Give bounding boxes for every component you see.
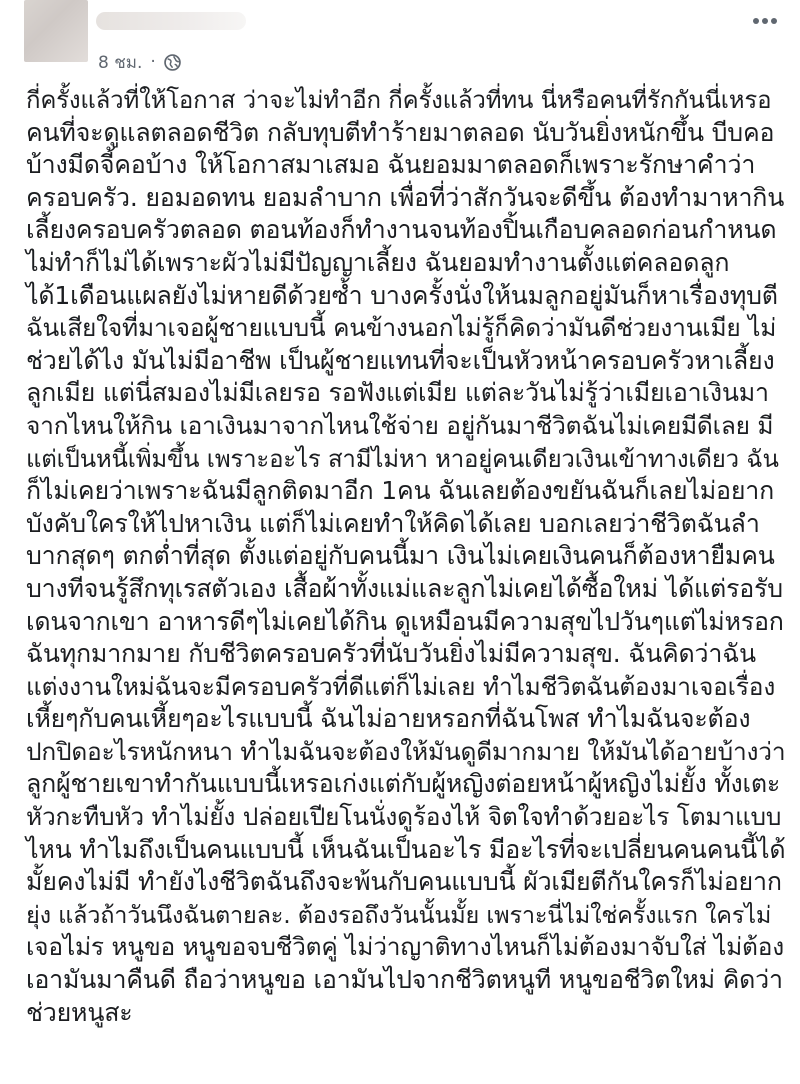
post-text-line: เจอไม่ร หนูขอ หนูขอจบชีวิตคู่ ไม่ว่าญาติทางไหนก็ไม่ต้องมาจับใส่ ไม่ต้อง xyxy=(26,932,785,962)
post-text-line: ยุ่ง แล้วถ้าวันนึงฉันตายละ. ต้องรอถึงวันนั้นมั้ย เพราะนี่ไม่ใช่ครั้งแรก ใครไม่ xyxy=(26,900,772,929)
post-text-line: มั้ยคงไม่มี ทำยังไงชีวิตฉันถึงจะพ้นกับคนแบบนี้ ผัวเมียตีกันใครก็ไม่อยาก xyxy=(26,867,782,897)
post-text-line: บางทีจนรู้สึกทุเรสตัวเอง เสื้อผ้าทั้งแม่และลูกไม่เคยได้ซื้อใหม่ ได้แต่รอรับ xyxy=(26,573,783,603)
post-text-line: ไม่ทำก็ไม่ได้เพราะผัวไม่มีปัญญาเลี้ยง ฉันยอมทำงานตั้งแต่คลอดลูก xyxy=(26,247,730,277)
post-text-line: ไหน ทำไมถึงเป็นคนแบบนี้ เห็นฉันเป็นอะไร มีอะไรที่จะเปลี่ยนคนคนนี้ได้ xyxy=(26,834,786,864)
post-text-line: บากสุดๆ ตกต่ำที่สุด ตั้งแต่อยู่กับคนนี้มา เงินไม่เคยเงินคนก็ต้องหายืมคน xyxy=(26,541,775,571)
post-text-line: ฉันเสียใจที่มาเจอผู้ชายแบบนี้ คนข้างนอกไม่รู้ก็คิดว่ามันดีช่วยงานเมีย ไม่ xyxy=(26,313,777,343)
post-text-line: หัวกะทืบหัว ทำไม่ยั้ง ปล่อยเปียโนนั่งดูร้องไห้ จิตใจทำด้วยอะไร โตมาแบบ xyxy=(26,802,782,832)
post-text-line: แต่งงานใหม่ฉันจะมีครอบครัวที่ดีแต่ก็ไม่เลย ทำไมชีวิตฉันต้องมาเจอเรื่อง xyxy=(26,671,776,701)
post-text-line: จากไหนให้กิน เอาเงินมาจากไหนใช้จ่าย อยู่กันมาชีวิตฉันไม่เคยมีดีเลย มี xyxy=(26,410,774,440)
post-text-line: เหี้ยๆกับคนเหี้ยๆอะไรแบบนี้ ฉันไม่อายหรอกที่ฉันโพส ทำไมฉันจะต้อง xyxy=(26,704,751,734)
post-text-line: ก็ไม่เคยว่าเพราะฉันมีลูกติดมาอีก 1คน ฉันเลยต้องขยันฉันก็เลยไม่อยาก xyxy=(26,476,775,506)
post-header xyxy=(0,0,800,80)
avatar[interactable] xyxy=(24,0,88,62)
post-text-line: บังคับใครให้ไปหาเงิน แต่ก็ไม่เคยทำให้คิดได้เลย บอกเลยว่าชีวิตฉันลำ xyxy=(26,508,760,538)
post-text-line: แต่เป็นหนี้เพิ่มขึ้น เพราะอะไร สามีไม่หา หาอยู่คนเดียวเงินเข้าทางเดียว ฉัน xyxy=(26,444,779,473)
post-text-line: ลูกเมีย แต่นี่สมองไม่มีเลยรอ รอฟังแต่เมีย แต่ละวันไม่รู้ว่าเมียเอาเงินมา xyxy=(26,378,769,408)
post-text-line: เลี้ยงครอบครัวตลอด ตอนท้องก็ทำงานจนท้องปิ้นเกือบคลอดก่อนกำหนด xyxy=(26,215,777,245)
post-text-line: เอามันมาคืนดี ถือว่าหนูขอ เอามันไปจากชีวิตหนูที หนูขอชีวิตใหม่ คิดว่า xyxy=(26,965,783,995)
post-text-line: ปกปิดอะไรหนักหนา ทำไมฉันจะต้องให้มันดูดีมากมาย ให้มันได้อายบ้างว่า xyxy=(26,736,786,766)
more-horizontal-icon[interactable] xyxy=(750,6,780,36)
post-text-line: กี่ครั้งแล้วที่ให้โอกาส ว่าจะไม่ทำอีก กี่ครั้งแล้วที่ทน นี่หรือคนที่รักกันนี่เหรอ xyxy=(26,86,772,114)
post-text xyxy=(26,84,786,1029)
post-timestamp[interactable]: 8 ชม. xyxy=(98,52,143,73)
post-text-line: ครอบครัว. ยอมอดทน ยอมลำบาก เพื่อที่ว่าสักวันจะดีขึ้น ต้องทำมาหากิน xyxy=(26,182,785,212)
post-text-line: ฉันทุกมากมาย กับชีวิตครอบครัวที่นับวันยิ่งไม่มีความสุข. ฉันคิดว่าฉัน xyxy=(26,639,756,669)
post-text-line: ช่วยได้ไง มันไม่มีอาชีพ เป็นผู้ชายแทนที่จะเป็นหัวหน้าครอบครัวหาเลี้ยง xyxy=(26,345,775,375)
post-text-line: ลูกผู้ชายเขาทำกันแบบนี้เหรอเก่งแต่กับผู้หญิงต่อยหน้าผู้หญิงไม่ยั้ง ทั้งเตะ xyxy=(26,769,781,799)
meta-separator: · xyxy=(150,52,156,72)
globe-icon[interactable] xyxy=(164,54,181,71)
post-text-line: เดนจากเขา อาหารดีๆไม่เคยได้กิน ดูเหมือนมีความสุขไปวันๆแต่ไม่หรอก xyxy=(26,606,784,636)
post-meta xyxy=(98,50,181,74)
post-text-line: บ้างมีดจี้คอบ้าง ให้โอกาสมาเสมอ ฉันยอมมาตลอดก็เพราะรักษาคำว่า xyxy=(26,150,756,180)
post-text-line: ได้1เดือนแผลยังไม่หายดีด้วยซ้ำ บางครั้งนั่งให้นมลูกอยู่มันก็หาเรื่องทุบตี xyxy=(26,280,778,310)
post-text-line: คนที่จะดูแลตลอดชีวิต กลับทุบตีทำร้ายมาตลอด นับวันยิ่งหนักขึ้น บีบคอ xyxy=(26,117,775,147)
author-name-redacted[interactable] xyxy=(96,12,246,30)
post-text-line: ช่วยหนูสะ xyxy=(26,997,133,1027)
